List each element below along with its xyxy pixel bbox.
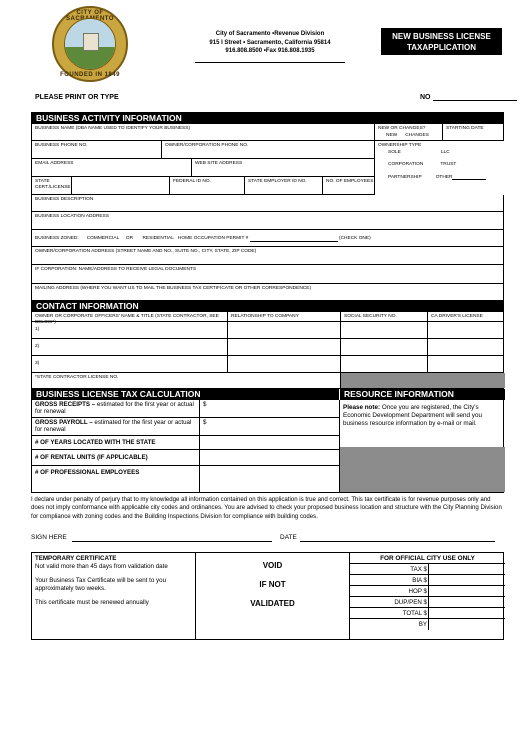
business-description-field[interactable]: BUSINESS DESCRIPTION xyxy=(35,197,94,202)
gross-payroll-row xyxy=(32,418,339,436)
official-bia-field[interactable] xyxy=(428,575,506,585)
row-owner-address xyxy=(32,247,503,265)
if-not-text: IF NOT xyxy=(259,580,286,589)
zoned-residential[interactable]: RESIDENTIAL xyxy=(142,236,174,241)
city-address-block xyxy=(195,30,345,56)
official-tax-row: TAX $ xyxy=(350,564,505,575)
contact-license-2[interactable] xyxy=(427,339,505,355)
zoned-commercial[interactable]: COMMERCIAL xyxy=(86,236,120,241)
official-duppen-field[interactable] xyxy=(428,597,506,607)
state-cert-field[interactable]: STATE CERT./LICENSE xyxy=(35,179,71,190)
validation-stamp-area xyxy=(195,553,349,639)
professional-employees-label: # OF PROFESSIONAL EMPLOYEES xyxy=(35,469,140,476)
validated-text: VALIDATED xyxy=(250,599,295,608)
row-contact-headers xyxy=(32,312,503,325)
professional-employees-row xyxy=(32,466,339,492)
temporary-certificate-heading: TEMPORARY CERTIFICATE xyxy=(35,555,117,562)
contact-license-3[interactable] xyxy=(427,356,505,372)
official-hop-field[interactable] xyxy=(428,586,506,596)
changes-option[interactable]: CHANGES xyxy=(405,132,429,138)
contact-row-2 xyxy=(32,339,503,356)
official-total-field[interactable] xyxy=(428,608,506,618)
contact-license-1[interactable] xyxy=(427,322,505,338)
contact-relationship-2[interactable] xyxy=(227,339,340,355)
section-tax-calculation: BUSINESS LICENSE TAX CALCULATION xyxy=(32,389,339,400)
contact-ssn-2[interactable] xyxy=(340,339,427,355)
row-mailing xyxy=(32,284,503,301)
corp-legal-address-field[interactable]: IF CORPORATION: NAME/ADDRESS TO RECEIVE LEGAL DOCUMENTS xyxy=(35,267,197,272)
void-text: VOID xyxy=(262,561,283,570)
temporary-line-3: This certificate must be renewed annually xyxy=(35,599,149,606)
contact-relationship-3[interactable] xyxy=(227,356,340,372)
gross-payroll-label: GROSS PAYROLL – estimated for the first year or actual for renewal xyxy=(35,419,192,433)
gross-payroll-field[interactable]: $ xyxy=(199,418,339,435)
gross-receipts-label: GROSS RECEIPTS – estimated for the first year or actual for renewal xyxy=(35,401,194,415)
temporary-certificate-box xyxy=(31,552,504,640)
perjury-declaration: I declare under penalty of perjury that to my knowledge all information contained on this application is true and correct. This tax certificate is for revenue purposes only and does not imply conformance with applicable city codes and ordinances. You are advised to check your proposed business location and structure with the City Planning Division for compliance with zoning codes and the Building Inspections Division for compliance with building codes. xyxy=(31,496,502,520)
years-located-row xyxy=(32,436,339,450)
resource-note: Please note: Once you are registered, the City's Economic Development Department will send you business resource information by e-mail or mail. xyxy=(343,404,482,427)
ownership-type-field[interactable]: OWNERSHIP TYPE SOLE LLC CORPORATION TRUST PARTNERSHIP OTHER xyxy=(374,141,505,195)
temporary-line-1: Not valid more than 45 days from validation date xyxy=(35,562,168,570)
new-or-changes-field[interactable]: NEW OR CHANGES? NEW CHANGES xyxy=(374,124,442,140)
contact-name-3[interactable]: 3) xyxy=(35,361,40,366)
date-label: DATE xyxy=(280,534,297,541)
years-located-label: # OF YEARS LOCATED WITH THE STATE xyxy=(35,439,156,446)
contact-row-1 xyxy=(32,322,503,339)
ownership-other[interactable]: OTHER xyxy=(435,174,453,180)
email-field[interactable]: EMAIL ADDRESS xyxy=(35,161,74,166)
application-form xyxy=(31,112,504,493)
ownership-sole[interactable]: SOLE xyxy=(388,149,401,155)
section-business-activity: BUSINESS ACTIVITY INFORMATION xyxy=(32,113,503,124)
row-corp-address xyxy=(32,265,503,284)
row-location xyxy=(32,212,503,230)
section-resource: RESOURCE INFORMATION xyxy=(340,389,505,400)
website-field[interactable]: WEB SITE ADDRESS xyxy=(191,159,374,176)
official-use-heading: FOR OFFICIAL CITY USE ONLY xyxy=(350,553,505,564)
header-divider xyxy=(195,62,345,63)
row-tax-resource-headers xyxy=(32,389,503,400)
resource-info-panel xyxy=(339,400,504,492)
owner-address-field[interactable]: OWNER/CORPORATION ADDRESS (STREET NAME AND NO., SUITE NO., CITY, STATE, ZIP CODE) xyxy=(35,249,257,254)
state-employer-id-field[interactable]: STATE EMPLOYER ID NO. xyxy=(244,177,322,194)
form-title-line1: NEW BUSINESS LICENSE xyxy=(392,32,491,41)
business-zoned-field: BUSINESS ZONED: COMMERCIAL OR RESIDENTIAL HOME OCCUPATION PERMIT # (CHECK ONE) xyxy=(35,236,371,241)
application-no-label: NO xyxy=(420,94,431,101)
business-phone-field[interactable]: BUSINESS PHONE NO. xyxy=(35,143,88,148)
resource-gray-area xyxy=(340,447,505,492)
rental-units-field[interactable] xyxy=(199,450,339,465)
ownership-corporation[interactable]: CORPORATION xyxy=(388,162,424,167)
tax-resource-body xyxy=(32,400,503,492)
home-permit-field[interactable] xyxy=(250,237,338,242)
form-title-line2: TAXAPPLICATION xyxy=(406,43,477,52)
state-cert-field-2[interactable] xyxy=(71,177,169,194)
relationship-header: RELATIONSHIP TO COMPANY xyxy=(227,312,340,321)
ownership-partnership[interactable]: PARTNERSHIP xyxy=(388,174,422,180)
business-name-field[interactable]: BUSINESS NAME (DBA NAME USED TO IDENTIFY YOUR BUSINESS) xyxy=(35,126,191,131)
federal-id-field[interactable]: FEDERAL ID NO. xyxy=(169,177,244,194)
seal-emblem xyxy=(64,18,116,70)
new-option[interactable]: NEW xyxy=(386,132,398,138)
seal-text-top: CITY OF xyxy=(76,10,104,16)
contact-name-1[interactable]: 1) xyxy=(35,327,40,332)
official-bia-row: BIA $ xyxy=(350,575,505,586)
owner-officers-header: OWNER OR CORPORATE OFFICERS' NAME & TITLE (STATE CONTRACTOR, SEE BELOW*) xyxy=(35,314,219,325)
rental-units-label: # OF RENTAL UNITS (IF APPLICABLE) xyxy=(35,454,148,461)
city-seal xyxy=(52,6,128,82)
contractor-license-field[interactable]: *STATE CONTRACTOR LICENSE NO. xyxy=(35,375,119,380)
signature-field[interactable] xyxy=(72,541,272,542)
contact-name-2[interactable]: 2) xyxy=(35,344,40,349)
temporary-line-2: Your Business Tax Certificate will be sent to you approximately two weeks. xyxy=(35,577,167,592)
section-contact: CONTACT INFORMATION xyxy=(32,301,503,312)
tax-calc-table xyxy=(32,400,339,492)
owner-phone-field[interactable]: OWNER/CORPORATION PHONE NO. xyxy=(161,141,374,158)
official-use-panel xyxy=(349,553,505,639)
row-description xyxy=(32,195,503,212)
mailing-address-field[interactable]: MAILING ADDRESS (WHERE YOU WANT US TO MAIL THE BUSINESS TAX CERTIFICATE OR OTHER CORRESPONDENCE) xyxy=(35,286,312,291)
official-by-row: BY xyxy=(350,619,505,630)
official-tax-field[interactable] xyxy=(428,564,506,574)
official-by-field[interactable] xyxy=(428,619,506,630)
contact-ssn-3[interactable] xyxy=(340,356,427,372)
ownership-trust[interactable]: TRUST xyxy=(440,162,457,167)
date-field[interactable] xyxy=(300,541,495,542)
gross-receipts-field[interactable]: $ xyxy=(199,400,339,417)
gross-receipts-row xyxy=(32,400,339,418)
starting-date-field[interactable]: STARTING DATE xyxy=(442,124,505,140)
num-employees-field[interactable]: NO. OF EMPLOYEES xyxy=(322,177,374,194)
application-no-field[interactable] xyxy=(433,100,517,101)
rental-units-row xyxy=(32,450,339,466)
contact-row-3 xyxy=(32,356,503,373)
org-line: City of Sacramento •Revenue Division xyxy=(215,31,325,37)
official-duppen-row: DUP/PEN $ xyxy=(350,597,505,608)
ownership-llc[interactable]: LLC xyxy=(440,149,450,155)
sign-here-label: SIGN HERE xyxy=(31,534,67,541)
contractor-gray-area xyxy=(340,373,505,388)
form-title xyxy=(381,28,502,55)
temporary-certificate-info xyxy=(32,553,195,639)
row-zoned xyxy=(32,230,503,247)
row-contractor xyxy=(32,373,503,389)
drivers-license-header: CA DRIVER'S LICENSE xyxy=(427,312,505,321)
seal-text-bottom: FOUNDED IN 1849 xyxy=(60,72,120,78)
official-hop-row: HOP $ xyxy=(350,586,505,597)
phone-line: 916.808.8500 •Fax 916.808.1935 xyxy=(225,48,315,54)
ssn-header: SOCIAL SECURITY NO. xyxy=(340,312,427,321)
contact-ssn-1[interactable] xyxy=(340,322,427,338)
business-location-field[interactable]: BUSINESS LOCATION ADDRESS xyxy=(35,214,110,219)
print-instruction: PLEASE PRINT OR TYPE xyxy=(35,94,119,101)
official-total-row: TOTAL $ xyxy=(350,608,505,619)
contact-relationship-1[interactable] xyxy=(227,322,340,338)
years-located-field[interactable] xyxy=(199,436,339,449)
professional-employees-field[interactable] xyxy=(199,466,339,492)
row-business-name xyxy=(32,124,503,141)
address-line: 915 I Street • Sacramento, California 95814 xyxy=(209,39,331,46)
